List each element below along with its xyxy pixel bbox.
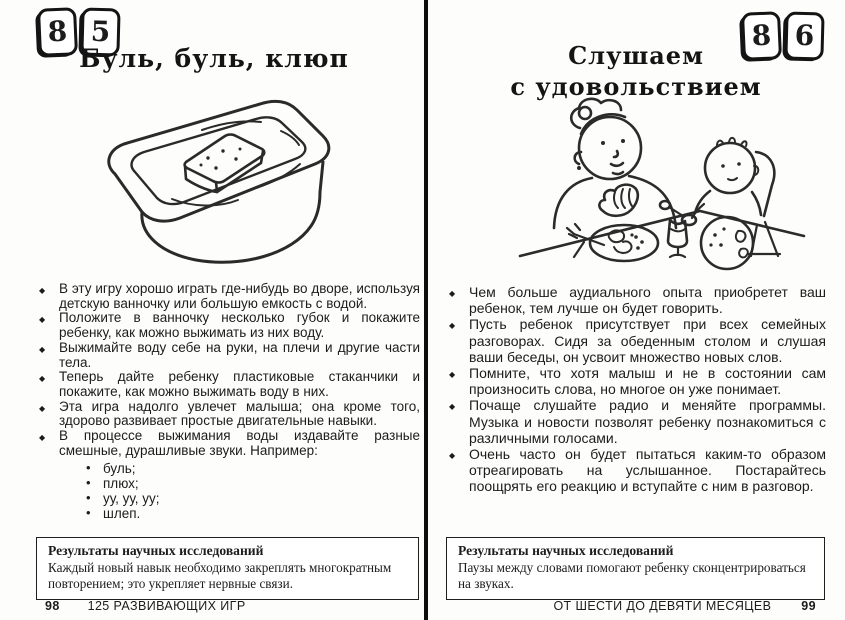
example-item: • шлеп. xyxy=(86,504,141,521)
page-right xyxy=(446,0,826,620)
bullet-item: ◆ Выжимайте воду себе на руки, на плечи и другие части тела. xyxy=(39,339,420,370)
page-footer-right xyxy=(446,599,826,613)
research-box-title: Результаты научных исследований xyxy=(48,543,264,558)
footer-section-title: 125 РАЗВИВАЮЩИХ ИГР xyxy=(87,599,246,613)
game-title-line1: Слушаем xyxy=(568,41,704,70)
mother-fingers xyxy=(614,189,632,208)
bullet-diamond-icon: ◆ xyxy=(39,344,46,354)
badge-digit: 8 xyxy=(37,7,78,57)
baby-eye xyxy=(737,162,741,166)
bullet-item: ◆ Очень часто он будет пытаться каким-то образом отреагировать на услышанное. Постарайтесь поощрять его реакцию и вступайте с ним в разговор. xyxy=(449,446,826,495)
footer-section-title: ОТ ШЕСТИ ДО ДЕВЯТИ МЕСЯЦЕВ xyxy=(553,599,772,613)
adult-and-baby-at-table-illustration xyxy=(518,94,808,274)
research-box-body: Паузы между словами помогают ребенку сконцентрироваться на звуках. xyxy=(458,560,806,591)
mother-head xyxy=(579,117,641,179)
bullet-list-right xyxy=(446,284,826,495)
baby-plate-bits xyxy=(709,227,725,246)
sub-bullet-icon: • xyxy=(86,504,91,520)
bullet-item: ◆ Пусть ребенок присутствует при всех семейных разговорах. Сидя за обеденным столом и слушая ваши беседы, он усвоит множество новых слов. xyxy=(449,316,826,365)
badge-digit: 6 xyxy=(784,11,824,60)
bullet-item: ◆ Помните, что хотя малыш и не в состоянии сам произносить слова, но многое он уже понимает. xyxy=(449,365,826,398)
mother-hand xyxy=(599,185,637,216)
bullet-item: ◆ В процессе выжимания воды издавайте разные смешные, дурашливые звуки. Например: • буль; • плюх; • уу, уу, уу; • шлеп. xyxy=(39,428,420,521)
badge-digit: 5 xyxy=(80,7,120,56)
baby-fist xyxy=(682,215,696,225)
bullet-diamond-icon: ◆ xyxy=(449,402,456,412)
page-number: 99 xyxy=(801,599,816,613)
game-title-line2: с удовольствием xyxy=(510,72,762,101)
sponge-holes xyxy=(200,148,242,170)
mother-eye xyxy=(621,139,625,143)
mother-chin xyxy=(613,172,623,174)
page-left xyxy=(36,0,420,620)
cup-stem xyxy=(670,247,685,257)
book-spine-line xyxy=(424,0,428,620)
example-list xyxy=(59,462,420,521)
page-number: 98 xyxy=(45,599,60,613)
mother-eye xyxy=(601,141,605,145)
spoon-bowl xyxy=(660,201,670,209)
research-box-right xyxy=(446,537,825,600)
bullet-diamond-icon: ◆ xyxy=(39,403,46,413)
bullet-item: ◆ Почаще слушайте радио и меняйте программы. Музыка и новости позволят ребенку познакомиться с различными голосами. xyxy=(449,397,826,446)
baby-plate-food xyxy=(736,231,746,242)
cup-line xyxy=(671,229,685,231)
bullet-diamond-icon: ◆ xyxy=(39,433,46,443)
mother-hair-curl xyxy=(579,107,591,119)
game-title-right xyxy=(446,40,826,102)
example-item: • уу, уу, уу; xyxy=(86,490,160,507)
mother-earring xyxy=(577,166,581,170)
tub-with-sponge-illustration xyxy=(80,88,348,274)
bullet-item: ◆ В эту игру хорошо играть где-нибудь во дворе, используя детскую ванночку или большую емкость с водой. xyxy=(39,281,420,311)
plate-food-blob xyxy=(614,241,631,252)
tub-body xyxy=(142,162,323,262)
bullet-diamond-icon: ◆ xyxy=(39,374,46,384)
badge-digit: 8 xyxy=(741,11,782,61)
bullet-diamond-icon: ◆ xyxy=(39,315,46,325)
bullet-item: ◆ Эта игра надолго увлечет малыша; она кроме того, здорово развивает простые двигательные навыки. xyxy=(39,398,420,429)
bullet-diamond-icon: ◆ xyxy=(39,286,46,295)
table-edge xyxy=(520,211,804,256)
baby-eye xyxy=(721,164,725,168)
bullet-diamond-icon: ◆ xyxy=(449,451,456,461)
page-footer-left xyxy=(36,599,420,613)
mother-nose xyxy=(614,151,618,157)
bullet-item: ◆ Теперь дайте ребенку пластиковые стаканчики и покажите, как можно выжимать воду в них. xyxy=(39,369,420,399)
bullet-diamond-icon: ◆ xyxy=(449,321,456,331)
spoon-handle xyxy=(669,207,683,216)
bullet-diamond-icon: ◆ xyxy=(449,370,456,380)
sub-bullet-icon: • xyxy=(86,490,91,506)
bullet-diamond-icon: ◆ xyxy=(449,289,456,298)
mother-mouth xyxy=(611,163,623,166)
baby-plate-food xyxy=(739,249,748,258)
sub-bullet-icon: • xyxy=(86,475,91,491)
tub-rim-outer xyxy=(109,101,329,221)
research-box-body: Каждый новый навык необходимо закреплять многократным повторением; это укрепляет нервные связи. xyxy=(48,560,392,591)
example-item: • буль; xyxy=(86,460,136,477)
baby-head xyxy=(705,143,755,193)
example-item: • плюх; xyxy=(86,475,139,492)
baby-mouth xyxy=(728,178,737,180)
mother-shoulder-left xyxy=(554,178,592,228)
research-box-title: Результаты научных исследований xyxy=(458,543,674,558)
game-title-left: Буль, буль, клюп xyxy=(79,44,349,73)
bullet-item: ◆ Положите в ванночку несколько губок и покажите ребенку, как можно выжимать из них воду. xyxy=(39,310,420,341)
baby-plate xyxy=(701,217,753,269)
bullet-item: ◆ Чем больше аудиального опыта приобретет ваш ребенок, тем лучше он будет говорить. xyxy=(449,284,826,317)
bullet-list-left xyxy=(36,282,420,522)
research-box-left xyxy=(36,537,419,600)
baby-arm-right xyxy=(752,192,761,215)
sub-bullet-icon: • xyxy=(86,460,91,476)
